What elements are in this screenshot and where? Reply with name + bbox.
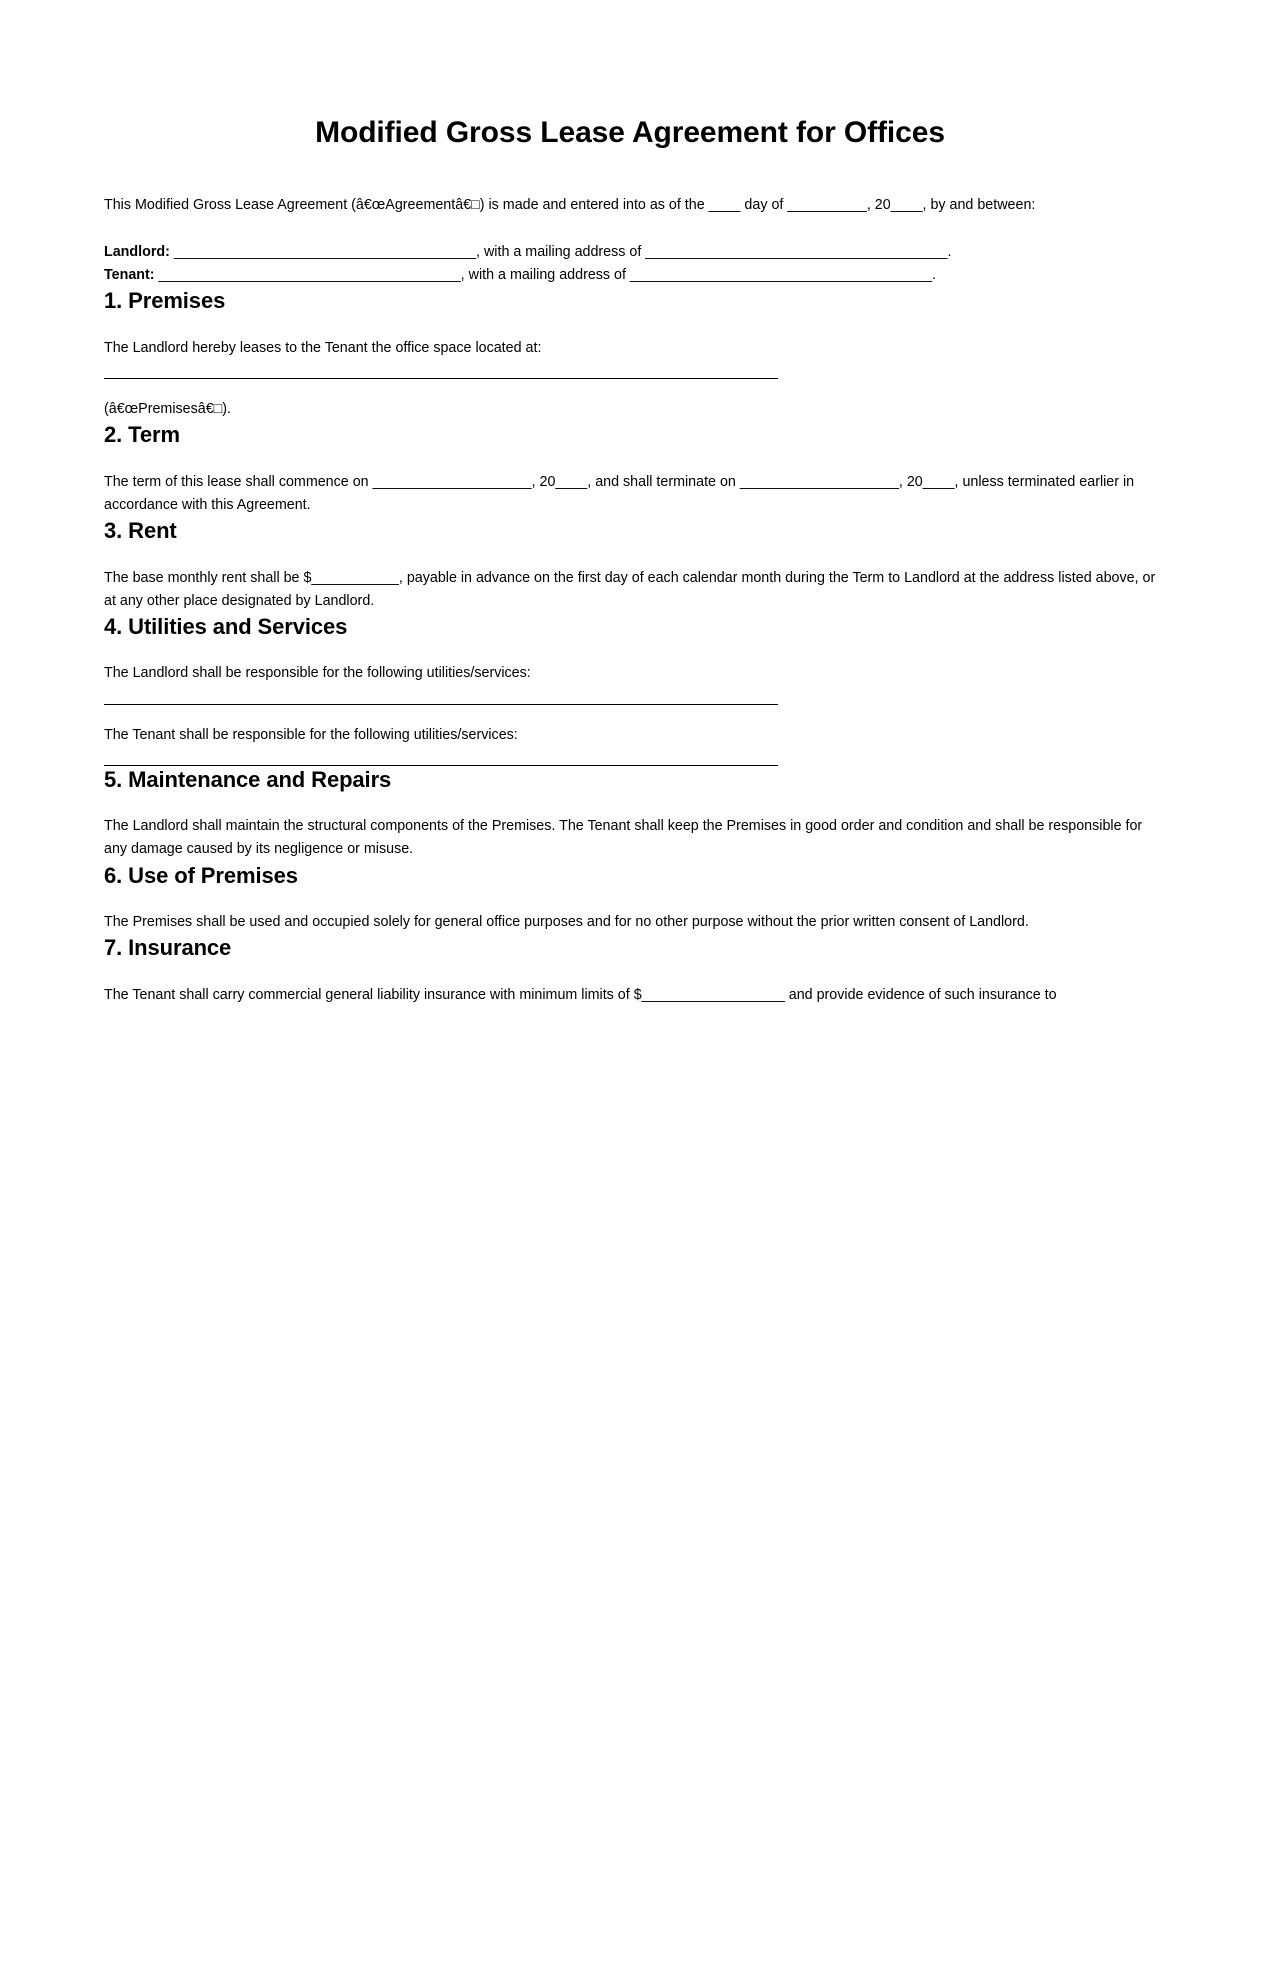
tenant-label: Tenant:: [104, 267, 155, 284]
section-heading-maintenance: 5. Maintenance and Repairs: [104, 766, 392, 792]
landlord-label: Landlord:: [104, 244, 170, 261]
section-heading-utilities: 4. Utilities and Services: [104, 613, 348, 639]
maintenance-body: The Landlord shall maintain the structural components of the Premises. The Tenant shall keep the Premises in good order and condition and shall be responsible for any damage caused by its negligence or misuse.: [104, 818, 1143, 858]
utilities-landlord-fill-rule: [104, 704, 778, 705]
section-heading-use-of-premises: 6. Use of Premises: [104, 862, 298, 888]
parties-block: [104, 241, 1156, 287]
section-heading-insurance: 7. Insurance: [104, 935, 232, 961]
section-heading-premises: 1. Premises: [104, 288, 226, 314]
section-heading-term: 2. Term: [104, 422, 180, 448]
page-title: Modified Gross Lease Agreement for Offices: [315, 116, 945, 149]
landlord-fill: ______________________________________, with a mailing address of ______________________________________.: [169, 244, 952, 261]
tenant-fill: ______________________________________, with a mailing address of ______________________________________.: [154, 267, 937, 284]
document-content: [104, 0, 1156, 1007]
use-of-premises-body: The Premises shall be used and occupied solely for general office purposes and for no other purpose without the prior written consent of Landlord.: [104, 914, 1029, 931]
term-body: The term of this lease shall commence on ____________________, 20____, and shall terminate on ____________________, 20____, unless terminated earlier in accordance with this Agreement.: [104, 473, 1135, 513]
landlord-line: [104, 241, 1156, 264]
premises-fill-rule: [104, 378, 778, 379]
tenant-line: [104, 264, 1156, 287]
utilities-tenant-line: The Tenant shall be responsible for the following utilities/services:: [104, 726, 518, 743]
premises-intro: The Landlord hereby leases to the Tenant the office space located at:: [104, 339, 542, 356]
section-heading-rent: 3. Rent: [104, 518, 177, 544]
intro-paragraph: This Modified Gross Lease Agreement (â€œAgreementâ€□) is made and entered into as of the ____ day of __________, 20____, by and between:: [104, 197, 1036, 213]
utilities-landlord-line: The Landlord shall be responsible for the following utilities/services:: [104, 665, 531, 682]
premises-tail: (â€œPremisesâ€□).: [104, 401, 232, 418]
rent-body: The base monthly rent shall be $___________, payable in advance on the first day of each calendar month during the Term to Landlord at the address listed above, or at any other place designated by Landlord.: [104, 569, 1156, 609]
insurance-body: The Tenant shall carry commercial general liability insurance with minimum limits of $__________________ and provide evidence of such insurance to: [104, 986, 1057, 1003]
